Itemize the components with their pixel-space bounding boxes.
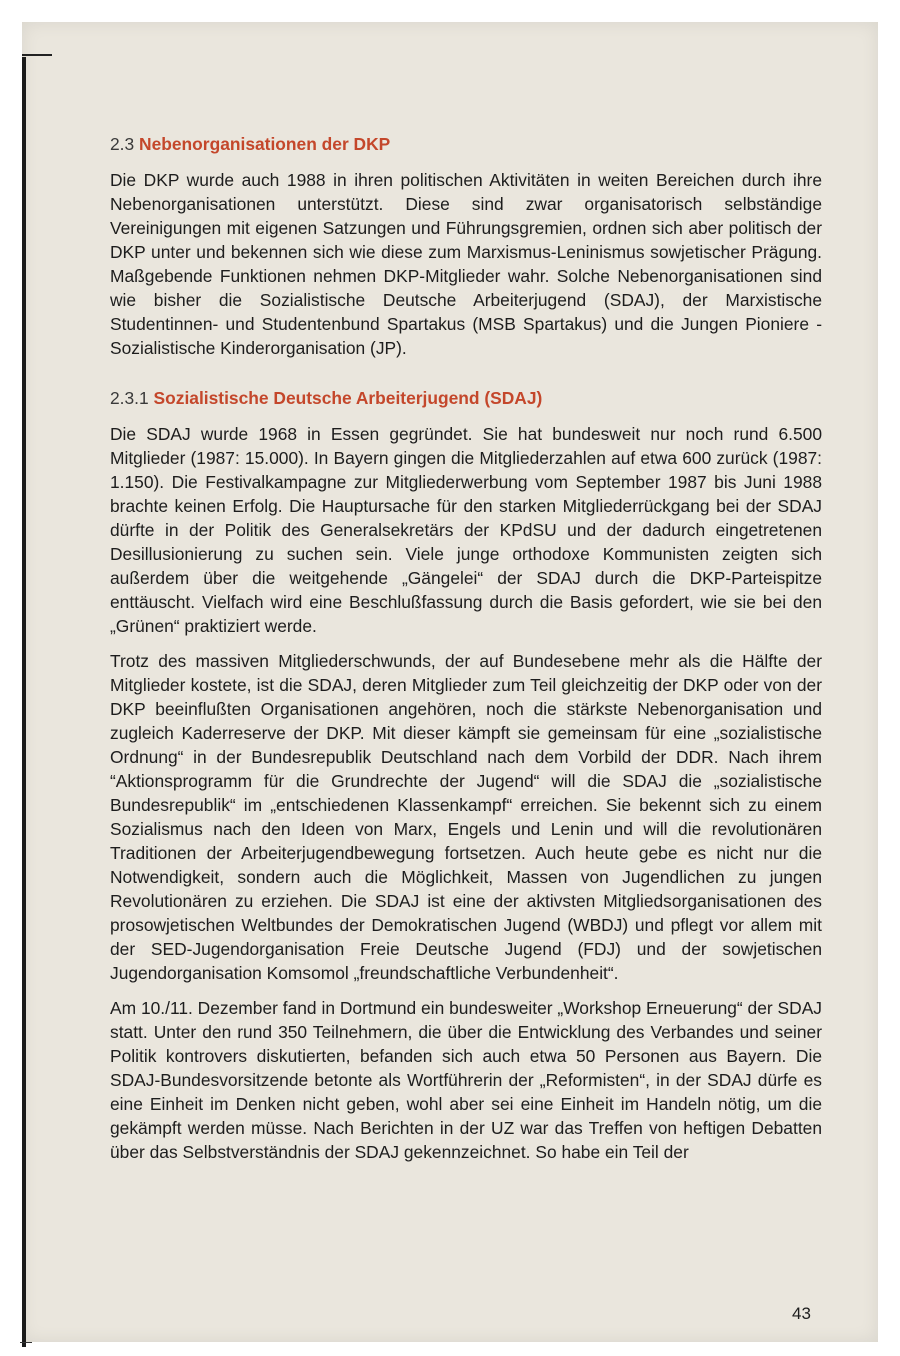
- page-content: [110, 132, 822, 1175]
- subsection-number: 2.3.1: [110, 388, 149, 408]
- paragraph: Die DKP wurde auch 1988 in ihren politischen Aktivitäten in weiten Bereichen durch ihre Nebenorganisationen unterstützt. Diese sind zwar organisatorisch selbständige Vereinigungen mit eigenen Satzungen und Führungsgremien, ordnen sich aber politisch der DKP unter und bekennen sich wie diese zum Marxismus-Leninismus sowjetischer Prägung. Maßgebende Funktionen nehmen DKP-Mitglieder wahr. Solche Nebenorganisationen sind wie bisher die Sozialistische Deutsche Arbeiterjugend (SDAJ), der Marxistische Studentinnen- und Studentenbund Spartakus (MSB Spartakus) und die Jungen Pioniere - Sozialistische Kinderorganisation (JP).: [110, 170, 822, 358]
- subsection-title: Sozialistische Deutsche Arbeiterjugend (SDAJ): [153, 388, 543, 408]
- paragraph: Die SDAJ wurde 1968 in Essen gegründet. Sie hat bundesweit nur noch rund 6.500 Mitglieder (1987: 15.000). In Bayern gingen die Mitgliederzahlen auf etwa 600 zurück (1987: 1.150). Die Festivalkampagne zur Mitgliederwerbung vom September 1987 bis Juni 1988 brachte keinen Erfolg. Die Hauptursache für den starken Mitgliederrückgang bei der SDAJ dürfte in der Politik des Generalsekretärs der KPdSU und der dadurch eingetretenen Desillusionierung zu suchen sein. Viele junge orthodoxe Kommunisten zeigten sich außerdem über die weitgehende „Gängelei“ der SDAJ durch die DKP-Parteispitze enttäuscht. Vielfach wird eine Beschlußfassung durch die Basis gefordert, wie sie bei den „Grünen“ praktiziert werde.: [110, 424, 822, 636]
- scanned-page: [22, 22, 878, 1342]
- page-edge-bottom: [20, 1342, 32, 1343]
- paragraph: Am 10./11. Dezember fand in Dortmund ein bundesweiter „Workshop Erneuerung“ der SDAJ statt. Unter den rund 350 Teilnehmern, die über die Entwicklung des Verbandes und seiner Politik kontrovers diskutierten, befanden sich auch etwa 50 Personen aus Bayern. Die SDAJ-Bundesvorsitzende betonte als Wortführerin der „Reformisten“, in der SDAJ dürfe es eine Einheit im Denken nicht geben, wohl aber sei eine Einheit im Handeln nötig, um die gekämpft werden müsse. Nach Berichten in der UZ war das Treffen von heftigen Debatten über das Selbstverständnis der SDAJ gekennzeichnet. So habe ein Teil der: [110, 998, 822, 1162]
- section-number: 2.3: [110, 134, 135, 154]
- page-number: 43: [792, 1304, 811, 1323]
- subsection-heading: [110, 386, 822, 410]
- section-heading: [110, 132, 822, 156]
- section-title: Nebenorganisationen der DKP: [139, 134, 391, 154]
- paragraph: Trotz des massiven Mitgliederschwunds, der auf Bundesebene mehr als die Hälfte der Mitglieder kostete, ist die SDAJ, deren Mitglieder zum Teil gleichzeitig der DKP oder von der DKP beeinflußten Organisationen angehören, noch die stärkste Nebenorganisation und zugleich Kaderreserve der DKP. Mit dieser kämpft sie gemeinsam für eine „sozialistische Ordnung“ in der Bundesrepublik Deutschland nach dem Vorbild der DDR. Nach ihrem “Aktionsprogramm für die Grundrechte der Jugend“ will die SDAJ die „sozialistische Bundesrepublik“ im „entschiedenen Klassenkampf“ erreichen. Sie bekennt sich zu einem Sozialismus nach den Ideen von Marx, Engels und Lenin und will die revolutionären Traditionen der Arbeiterjugendbewegung fortsetzen. Auch heute gebe es nicht nur die Notwendigkeit, sondern auch die Möglichkeit, Massen von Jugendlichen zu jungen Revolutionären zu erziehen. Die SDAJ ist eine der aktivsten Mitgliedsorganisationen des prosowjetischen Weltbundes der Demokratischen Jugend (WBDJ) und pflegt vor allem mit der SED-Jugendorganisation Freie Deutsche Jugend (FDJ) und der sowjetischen Jugendorganisation Komsomol „freundschaftliche Verbundenheit“.: [110, 651, 822, 983]
- page-edge-left: [22, 57, 26, 1347]
- page-edge-top: [22, 54, 52, 56]
